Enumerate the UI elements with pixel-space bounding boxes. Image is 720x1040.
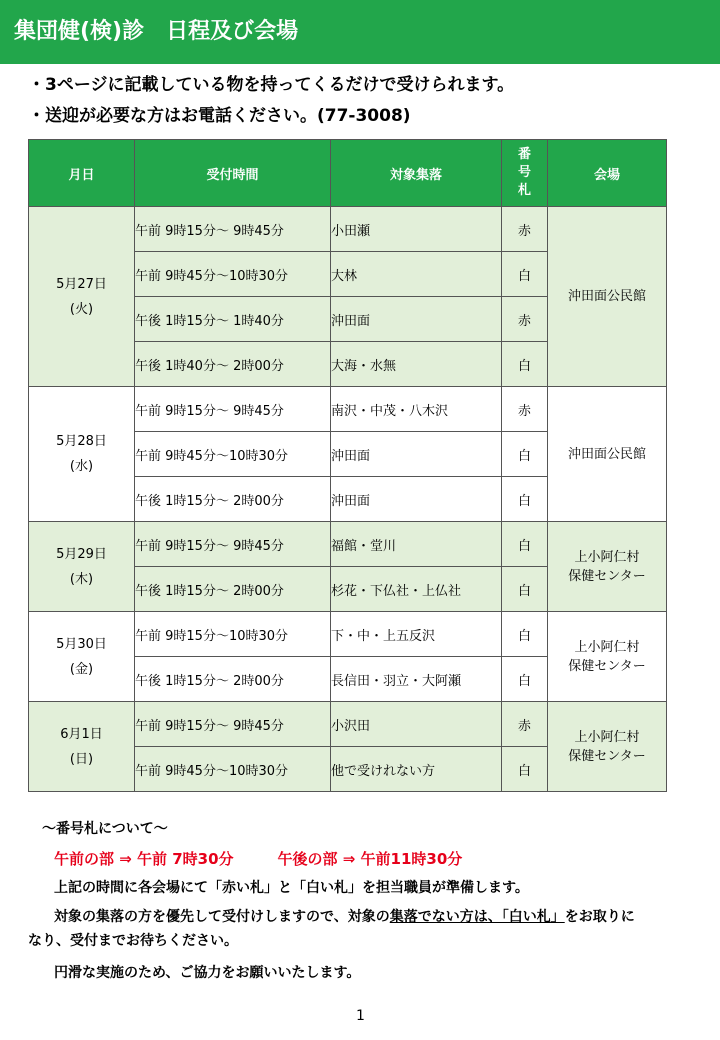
- date-weekday: (日): [69, 751, 94, 767]
- date-day: 6月1日: [60, 726, 103, 742]
- time-cell: 午後 1時15分～ 2時00分: [135, 477, 331, 522]
- schedule-table: [28, 139, 667, 792]
- notes-text: をお取りになり、受付までお待ちください。: [28, 909, 635, 949]
- number-cell: 赤: [502, 387, 548, 432]
- table-row: [29, 702, 667, 747]
- date-weekday: (火): [69, 301, 94, 317]
- date-weekday: (水): [69, 459, 94, 474]
- notes-text: 対象の集落の方を優先して受付けしますので、対象の: [54, 909, 390, 925]
- venue-line: 上小阿仁村: [574, 729, 640, 745]
- area-cell: 小沢田: [331, 702, 502, 747]
- notes-times: [54, 848, 462, 869]
- venue-line: 上小阿仁村: [574, 549, 640, 565]
- time-cell: 午前 9時15分～ 9時45分: [135, 207, 331, 252]
- notes-morning: 午前の部 ⇒ 午前 7時30分: [54, 850, 234, 868]
- time-cell: 午前 9時15分～10時30分: [135, 612, 331, 657]
- time-cell: 午前 9時15分～ 9時45分: [135, 387, 331, 432]
- time-cell: 午後 1時40分～ 2時00分: [135, 342, 331, 387]
- area-cell: 下・中・上五反沢: [331, 612, 502, 657]
- area-cell: 大林: [331, 252, 502, 297]
- number-cell: 白: [502, 342, 548, 387]
- date-weekday: (木): [69, 571, 94, 587]
- time-cell: 午前 9時45分～10時30分: [135, 747, 331, 792]
- number-cell: 白: [502, 612, 548, 657]
- time-cell: 午前 9時15分～ 9時45分: [135, 522, 331, 567]
- date-cell: [29, 612, 135, 702]
- notes-afternoon: 午後の部 ⇒ 午前11時30分: [277, 850, 463, 868]
- area-cell: 長信田・羽立・大阿瀬: [331, 657, 502, 702]
- time-cell: 午後 1時15分～ 2時00分: [135, 567, 331, 612]
- number-cell: 白: [502, 522, 548, 567]
- table-header-row: [29, 140, 667, 207]
- date-cell: [29, 207, 135, 387]
- area-cell: 南沢・中茂・八木沢: [331, 387, 502, 432]
- venue-line: 沖田面公民館: [567, 289, 646, 304]
- number-cell: 白: [502, 252, 548, 297]
- table-row: [29, 522, 667, 567]
- header-number-char: 号: [517, 165, 531, 180]
- intro-line-transport: ・送迎が必要な方はお電話ください。(77-3008): [28, 106, 411, 126]
- time-cell: 午後 1時15分～ 2時00分: [135, 657, 331, 702]
- area-cell: 大海・水無: [331, 342, 502, 387]
- notes-line: [28, 905, 648, 953]
- date-cell: [29, 387, 135, 522]
- notes-line: 上記の時間に各会場にて「赤い札」と「白い札」を担当職員が準備します。: [54, 880, 529, 896]
- venue-cell: [548, 207, 667, 387]
- area-cell: 福館・堂川: [331, 522, 502, 567]
- number-cell: 白: [502, 477, 548, 522]
- venue-line: 保健センター: [568, 748, 646, 764]
- number-cell: 白: [502, 432, 548, 477]
- area-cell: 沖田面: [331, 477, 502, 522]
- venue-line: 沖田面公民館: [567, 446, 646, 462]
- area-cell: 沖田面: [331, 297, 502, 342]
- venue-line: 保健センター: [568, 568, 646, 584]
- venue-line: 上小阿仁村: [574, 639, 640, 655]
- notes-line: 円滑な実施のため、ご協力をお願いいたします。: [54, 965, 361, 981]
- date-day: 5月28日: [56, 434, 107, 449]
- page-number: 1: [356, 1008, 365, 1024]
- number-cell: 赤: [502, 207, 548, 252]
- header-number: [502, 140, 548, 207]
- venue-cell: [548, 612, 667, 702]
- date-cell: [29, 522, 135, 612]
- venue-line: 保健センター: [568, 658, 646, 674]
- number-cell: 赤: [502, 702, 548, 747]
- table-row: [29, 612, 667, 657]
- area-cell: 他で受けれない方: [331, 747, 502, 792]
- number-cell: 白: [502, 747, 548, 792]
- date-weekday: (金): [69, 661, 94, 677]
- notes-underlined: 集落でない方は、「白い札」: [389, 909, 565, 925]
- date-day: 5月29日: [56, 546, 107, 562]
- date-cell: [29, 702, 135, 792]
- area-cell: 杉花・下仏社・上仏社: [331, 567, 502, 612]
- time-cell: 午前 9時15分～ 9時45分: [135, 702, 331, 747]
- number-cell: 白: [502, 657, 548, 702]
- number-cell: 赤: [502, 297, 548, 342]
- intro-line-items: ・3ページに記載している物を持ってくるだけで受けられます。: [28, 75, 515, 95]
- venue-cell: [548, 387, 667, 522]
- title-bar: [0, 0, 720, 64]
- header-area: 対象集落: [331, 140, 502, 207]
- header-venue: 会場: [548, 140, 667, 207]
- header-number-char: 札: [517, 183, 531, 198]
- number-cell: 白: [502, 567, 548, 612]
- time-cell: 午後 1時15分～ 1時40分: [135, 297, 331, 342]
- area-cell: 小田瀬: [331, 207, 502, 252]
- time-cell: 午前 9時45分～10時30分: [135, 252, 331, 297]
- page-title: 集団健(検)診 日程及び会場: [14, 19, 299, 44]
- header-date: 月日: [29, 140, 135, 207]
- table-row: [29, 387, 667, 432]
- venue-cell: [548, 522, 667, 612]
- table-row: [29, 207, 667, 252]
- header-time: 受付時間: [135, 140, 331, 207]
- date-day: 5月27日: [56, 276, 107, 292]
- area-cell: 沖田面: [331, 432, 502, 477]
- date-day: 5月30日: [56, 636, 107, 652]
- header-number-char: 番: [517, 147, 531, 162]
- time-cell: 午前 9時45分～10時30分: [135, 432, 331, 477]
- notes-heading: ～番号札について～: [42, 821, 168, 837]
- venue-cell: [548, 702, 667, 792]
